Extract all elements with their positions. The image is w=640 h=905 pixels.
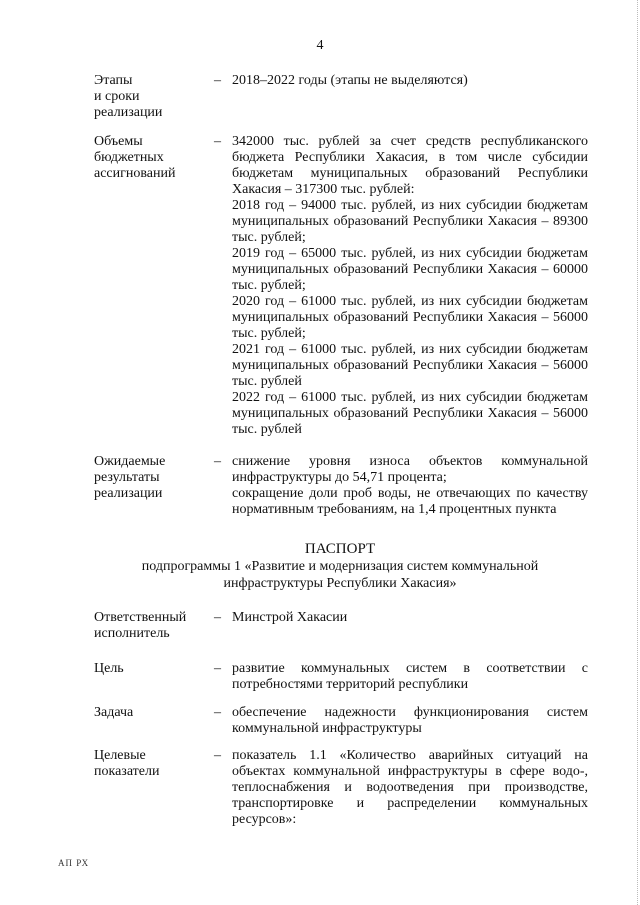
page-edge [636,0,638,905]
row-dash: – [214,661,221,676]
row-label: Ожидаемые результаты реализации [94,454,166,501]
row-label: Цель [94,661,124,676]
row-content: Минстрой Хакасии [232,610,348,625]
row-label: Объемы бюджетных ассигнований [94,134,176,181]
row-dash: – [214,705,221,720]
row-label: Ответственный исполнитель [94,610,187,641]
row-content: показатель 1.1 «Количество аварийных ситуаций на объектах коммунальной инфраструктуры в сфере водо-, теплоснабжения и водоотведения при производстве, транспортировке и распределении коммунальных ресурсов»: [232,748,588,827]
passport-title: ПАСПОРТ [304,541,376,557]
row-dash: – [214,454,221,469]
passport-subtitle: инфраструктуры Республики Хакасия» [223,576,457,591]
row-content: обеспечение надежности функционирования систем коммунальной инфраструктуры [232,705,588,736]
page-number: 4 [316,38,324,53]
row-content: снижение уровня износа объектов коммунальной инфраструктуры до 54,71 процента; сокращение доли проб воды, не отвечающих по качеству нормативным требованиям, на 1,4 процентных пункта [232,454,588,517]
row-dash: – [214,748,221,763]
footer-mark: АП РХ [58,858,90,868]
row-label: Этапы и сроки реализации [94,73,163,120]
row-content: 342000 тыс. рублей за счет средств республиканского бюджета Республики Хакасия, в том числе субсидии бюджетам муниципальных образований Республики Хакасия – 317300 тыс. рублей: 2018 год – 94000 тыс. рублей, из них субсидии бюджетам муниципальных образований Республики Хакасия – 89300 тыс. рублей; 2019 год – 65000 тыс. рублей, из них субсидии бюджетам муниципальных образований Республики Хакасия – 60000 тыс. рублей; 2020 год – 61000 тыс. рублей, из них субсидии бюджетам муниципальных образований Республики Хакасия – 56000 тыс. рублей; 2021 год – 61000 тыс. рублей, из них субсидии бюджетам муниципальных образований Республики Хакасия – 56000 тыс. рублей 2022 год – 61000 тыс. рублей, из них субсидии бюджетам муниципальных образований Республики Хакасия – 56000 тыс. рублей [232,134,588,437]
row-dash: – [214,73,221,88]
passport-subtitle: подпрограммы 1 «Развитие и модернизация систем коммунальной [141,559,539,574]
row-content: развитие коммунальных систем в соответствии с потребностями территорий республики [232,661,588,692]
row-content: 2018–2022 годы (этапы не выделяются) [232,73,468,88]
row-dash: – [214,134,221,149]
row-label: Целевые показатели [94,748,160,779]
row-dash: – [214,610,221,625]
passport-heading [90,540,590,592]
row-label: Задача [94,705,134,720]
